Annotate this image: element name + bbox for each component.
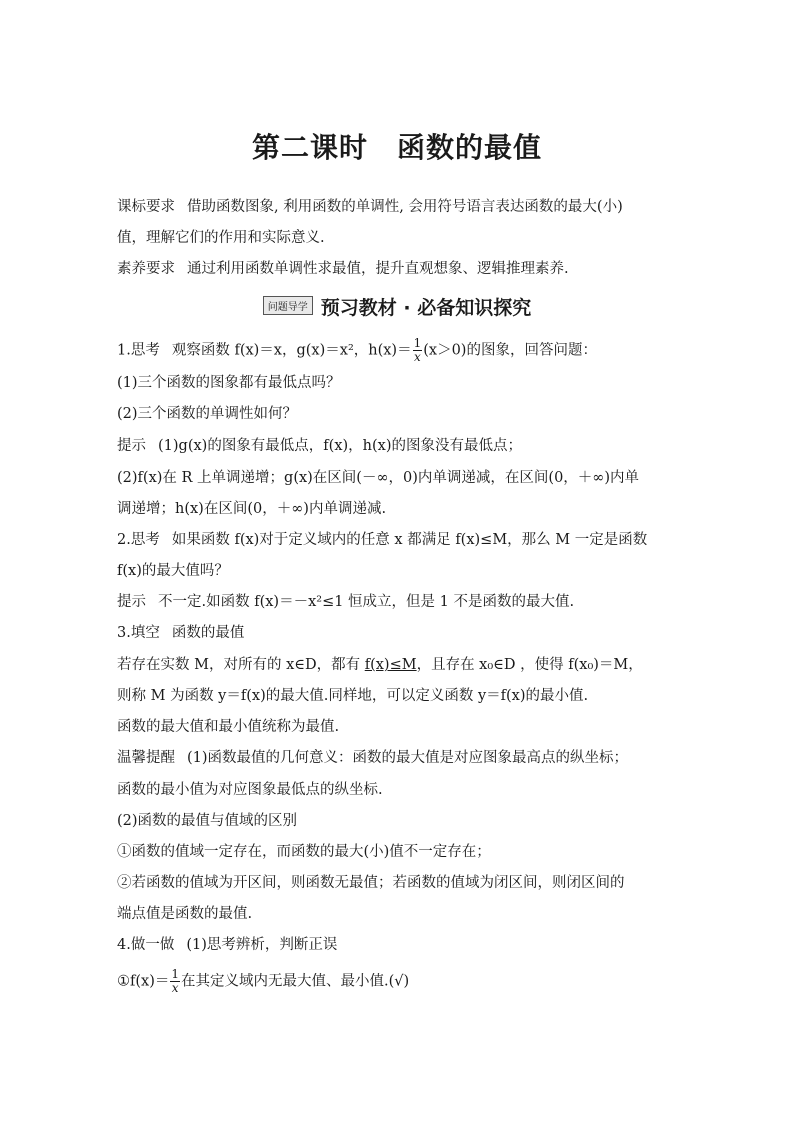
q2-text-1: 如果函数 f(x)对于定义域内的任意 x 都满足 f(x)≤M，那么 M 一定是函数 <box>171 532 648 548</box>
q2-hint-label: 提示 <box>117 594 146 610</box>
q3-topic: 函数的最值 <box>171 625 245 641</box>
q3-tip-line-4: ①函数的值域一定存在，而函数的最大(小)值不一定存在； <box>117 844 491 860</box>
q3-def-underlined: f(x)≤M <box>364 657 417 673</box>
q1-sub1: (1)三个函数的图象都有最低点吗？ <box>117 375 341 391</box>
q4-head: 4.做一做 <box>117 937 175 953</box>
section-title: 预习教材 · 必备知识探究 <box>320 297 532 319</box>
q1-sub2: (2)三个函数的单调性如何？ <box>117 406 298 422</box>
q3-tip-line-2: 函数的最小值为对应图象最低点的纵坐标. <box>117 782 383 798</box>
q4-heading <box>117 935 687 955</box>
fraction-numerator: 1 <box>413 336 422 350</box>
section-header <box>0 293 794 320</box>
q2-hint-line <box>117 592 687 612</box>
q3-def-line-2: 则称 M 为函数 y＝f(x)的最大值.同样地，可以定义函数 y＝f(x)的最小值. <box>117 688 589 704</box>
section-tag: 问题导学 <box>263 296 313 315</box>
q1-line <box>117 337 687 364</box>
q3-heading <box>117 623 687 643</box>
q3-def-1a: 若存在实数 M，对所有的 x∈D，都有 <box>117 657 365 673</box>
fraction-one-over-x-2 <box>170 968 180 995</box>
q3-tip-line-1 <box>117 748 687 768</box>
fraction-numerator-2: 1 <box>171 967 179 981</box>
q1-hint-label: 提示 <box>117 438 146 454</box>
q1-hint-line-2: (2)f(x)在 R 上单调递增；g(x)在区间(－∞，0)内单调递减，在区间(0，＋∞)内单 <box>117 470 640 486</box>
q4-item-1 <box>117 968 687 995</box>
q3-head: 3.填空 <box>117 625 160 641</box>
requirement-text-1: 借助函数图象, 利用函数的单调性, 会用符号语言表达函数的最大(小) <box>187 199 623 215</box>
page-title: 第二课时 函数的最值 <box>251 131 542 164</box>
q1-hint-text-1: (1)g(x)的图象有最低点，f(x)，h(x)的图象没有最低点； <box>158 438 522 454</box>
q3-tip-line-6: 端点值是函数的最值. <box>117 906 253 922</box>
fraction-one-over-x <box>413 337 423 364</box>
q1-hint-line-1 <box>117 436 687 456</box>
requirement-line-1 <box>117 197 687 217</box>
q3-tip-text-1: (1)函数最值的几何意义：函数的最大值是对应图象最高点的纵坐标； <box>187 750 629 766</box>
fraction-denominator-2: x <box>171 981 179 995</box>
fraction-denominator: x <box>414 350 421 364</box>
literacy-line <box>117 259 687 279</box>
literacy-text: 通过利用函数单调性求最值，提升直观想象、逻辑推理素养. <box>187 261 569 277</box>
q2-head: 2.思考 <box>117 532 160 548</box>
q1-pre: 观察函数 f(x)＝x，g(x)＝x²，h(x)＝ <box>171 342 412 359</box>
q2-hint-text: 不一定.如函数 f(x)＝－x²≤1 恒成立，但是 1 不是函数的最大值. <box>158 594 575 610</box>
q2-line-2: f(x)的最大值吗？ <box>117 563 229 579</box>
q3-def-1b: ，且存在 x₀∈D ，使得 f(x₀)＝M， <box>416 657 643 673</box>
requirement-label: 课标要求 <box>117 199 175 215</box>
q3-def-line-3: 函数的最大值和最小值统称为最值. <box>117 719 340 735</box>
literacy-label: 素养要求 <box>117 261 175 277</box>
q1-post: (x＞0)的图象，回答问题： <box>423 342 597 359</box>
q4-item-pre: ①f(x)＝ <box>117 973 170 990</box>
q3-def-line-1 <box>117 655 687 675</box>
q1-head: 1.思考 <box>117 342 160 359</box>
q3-tip-line-5: ②若函数的值域为开区间，则函数无最值；若函数的值域为闭区间，则闭区间的 <box>117 875 625 891</box>
q3-tip-label: 温馨提醒 <box>117 750 175 766</box>
q4-item-post: 在其定义域内无最大值、最小值.(√) <box>181 973 410 990</box>
requirement-line-2: 值，理解它们的作用和实际意义. <box>117 230 325 246</box>
q1-hint-line-3: 调递增；h(x)在区间(0，＋∞)内单调递减. <box>117 501 387 517</box>
q4-topic: (1)思考辨析，判断正误 <box>186 937 338 953</box>
q3-tip-line-3: (2)函数的最值与值域的区别 <box>117 813 298 829</box>
q2-line-1 <box>117 530 687 550</box>
